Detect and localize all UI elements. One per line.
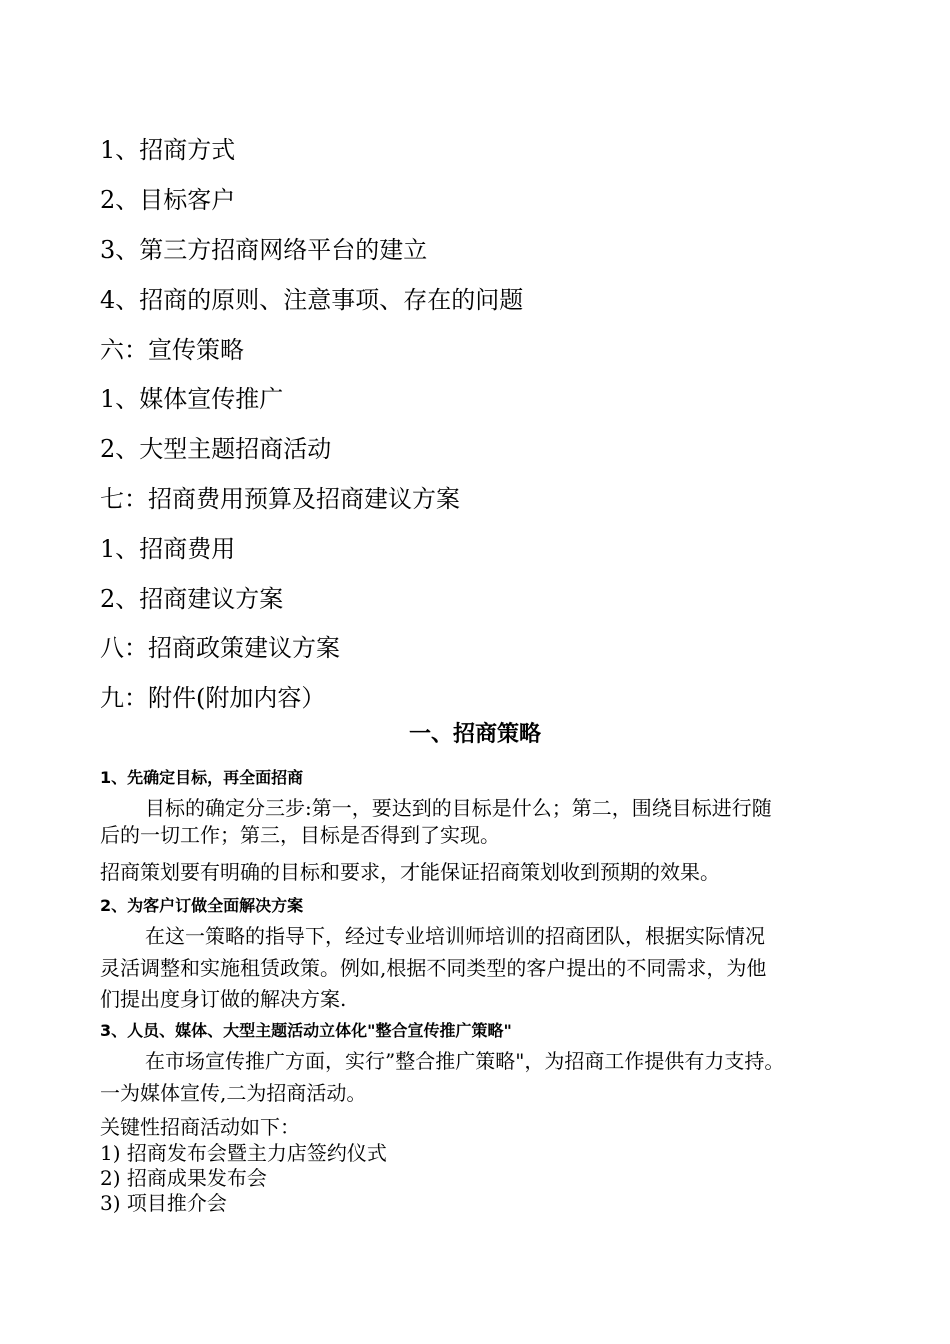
toc-item: 4、招商的原则、注意事项、存在的问题 [100,286,524,314]
toc-item: 1、媒体宣传推广 [100,385,284,413]
toc-item: 2、大型主题招商活动 [100,435,332,463]
subsection-heading: 2、为客户订做全面解决方案 [100,896,304,915]
subsection-heading: 3、人员、媒体、大型主题活动立体化"整合宣传推广策略" [100,1021,512,1040]
toc-item: 1、招商方式 [100,136,236,164]
toc-item: 3、第三方招商网络平台的建立 [100,236,428,264]
paragraph-line: 在市场宣传推广方面，实行”整合推广策略"，为招商工作提供有力支持。 [145,1049,785,1073]
subsection-heading: 1、先确定目标，再全面招商 [100,768,304,787]
section-title: 一、招商策略 [408,722,541,747]
list-item: 3) 项目推介会 [100,1191,227,1215]
paragraph-line: 目标的确定分三步:第一，要达到的目标是什么；第二，围绕目标进行随 [145,796,772,820]
paragraph-line: 在这一策略的指导下，经过专业培训师培训的招商团队，根据实际情况 [145,924,765,948]
paragraph-line: 灵活调整和实施租赁政策。例如,根据不同类型的客户提出的不同需求，为他 [100,956,767,980]
toc-chapter: 九：附件(附加内容） [100,684,326,712]
toc-chapter: 七：招商费用预算及招商建议方案 [100,485,460,513]
paragraph-line: 关键性招商活动如下： [100,1115,300,1139]
toc-chapter: 八：招商政策建议方案 [100,634,340,662]
toc-item: 1、招商费用 [100,535,236,563]
paragraph-line: 一为媒体宣传,二为招商活动。 [100,1081,367,1105]
toc-chapter: 六：宣传策略 [100,336,244,364]
paragraph-line: 招商策划要有明确的目标和要求，才能保证招商策划收到预期的效果。 [100,860,720,884]
list-item: 2) 招商成果发布会 [100,1166,267,1190]
toc-item: 2、目标客户 [100,186,236,214]
list-item: 1) 招商发布会暨主力店签约仪式 [100,1141,387,1165]
toc-item: 2、招商建议方案 [100,585,284,613]
paragraph-line: 后的一切工作；第三，目标是否得到了实现。 [100,823,500,847]
paragraph-line: 们提出度身订做的解决方案. [100,987,347,1011]
